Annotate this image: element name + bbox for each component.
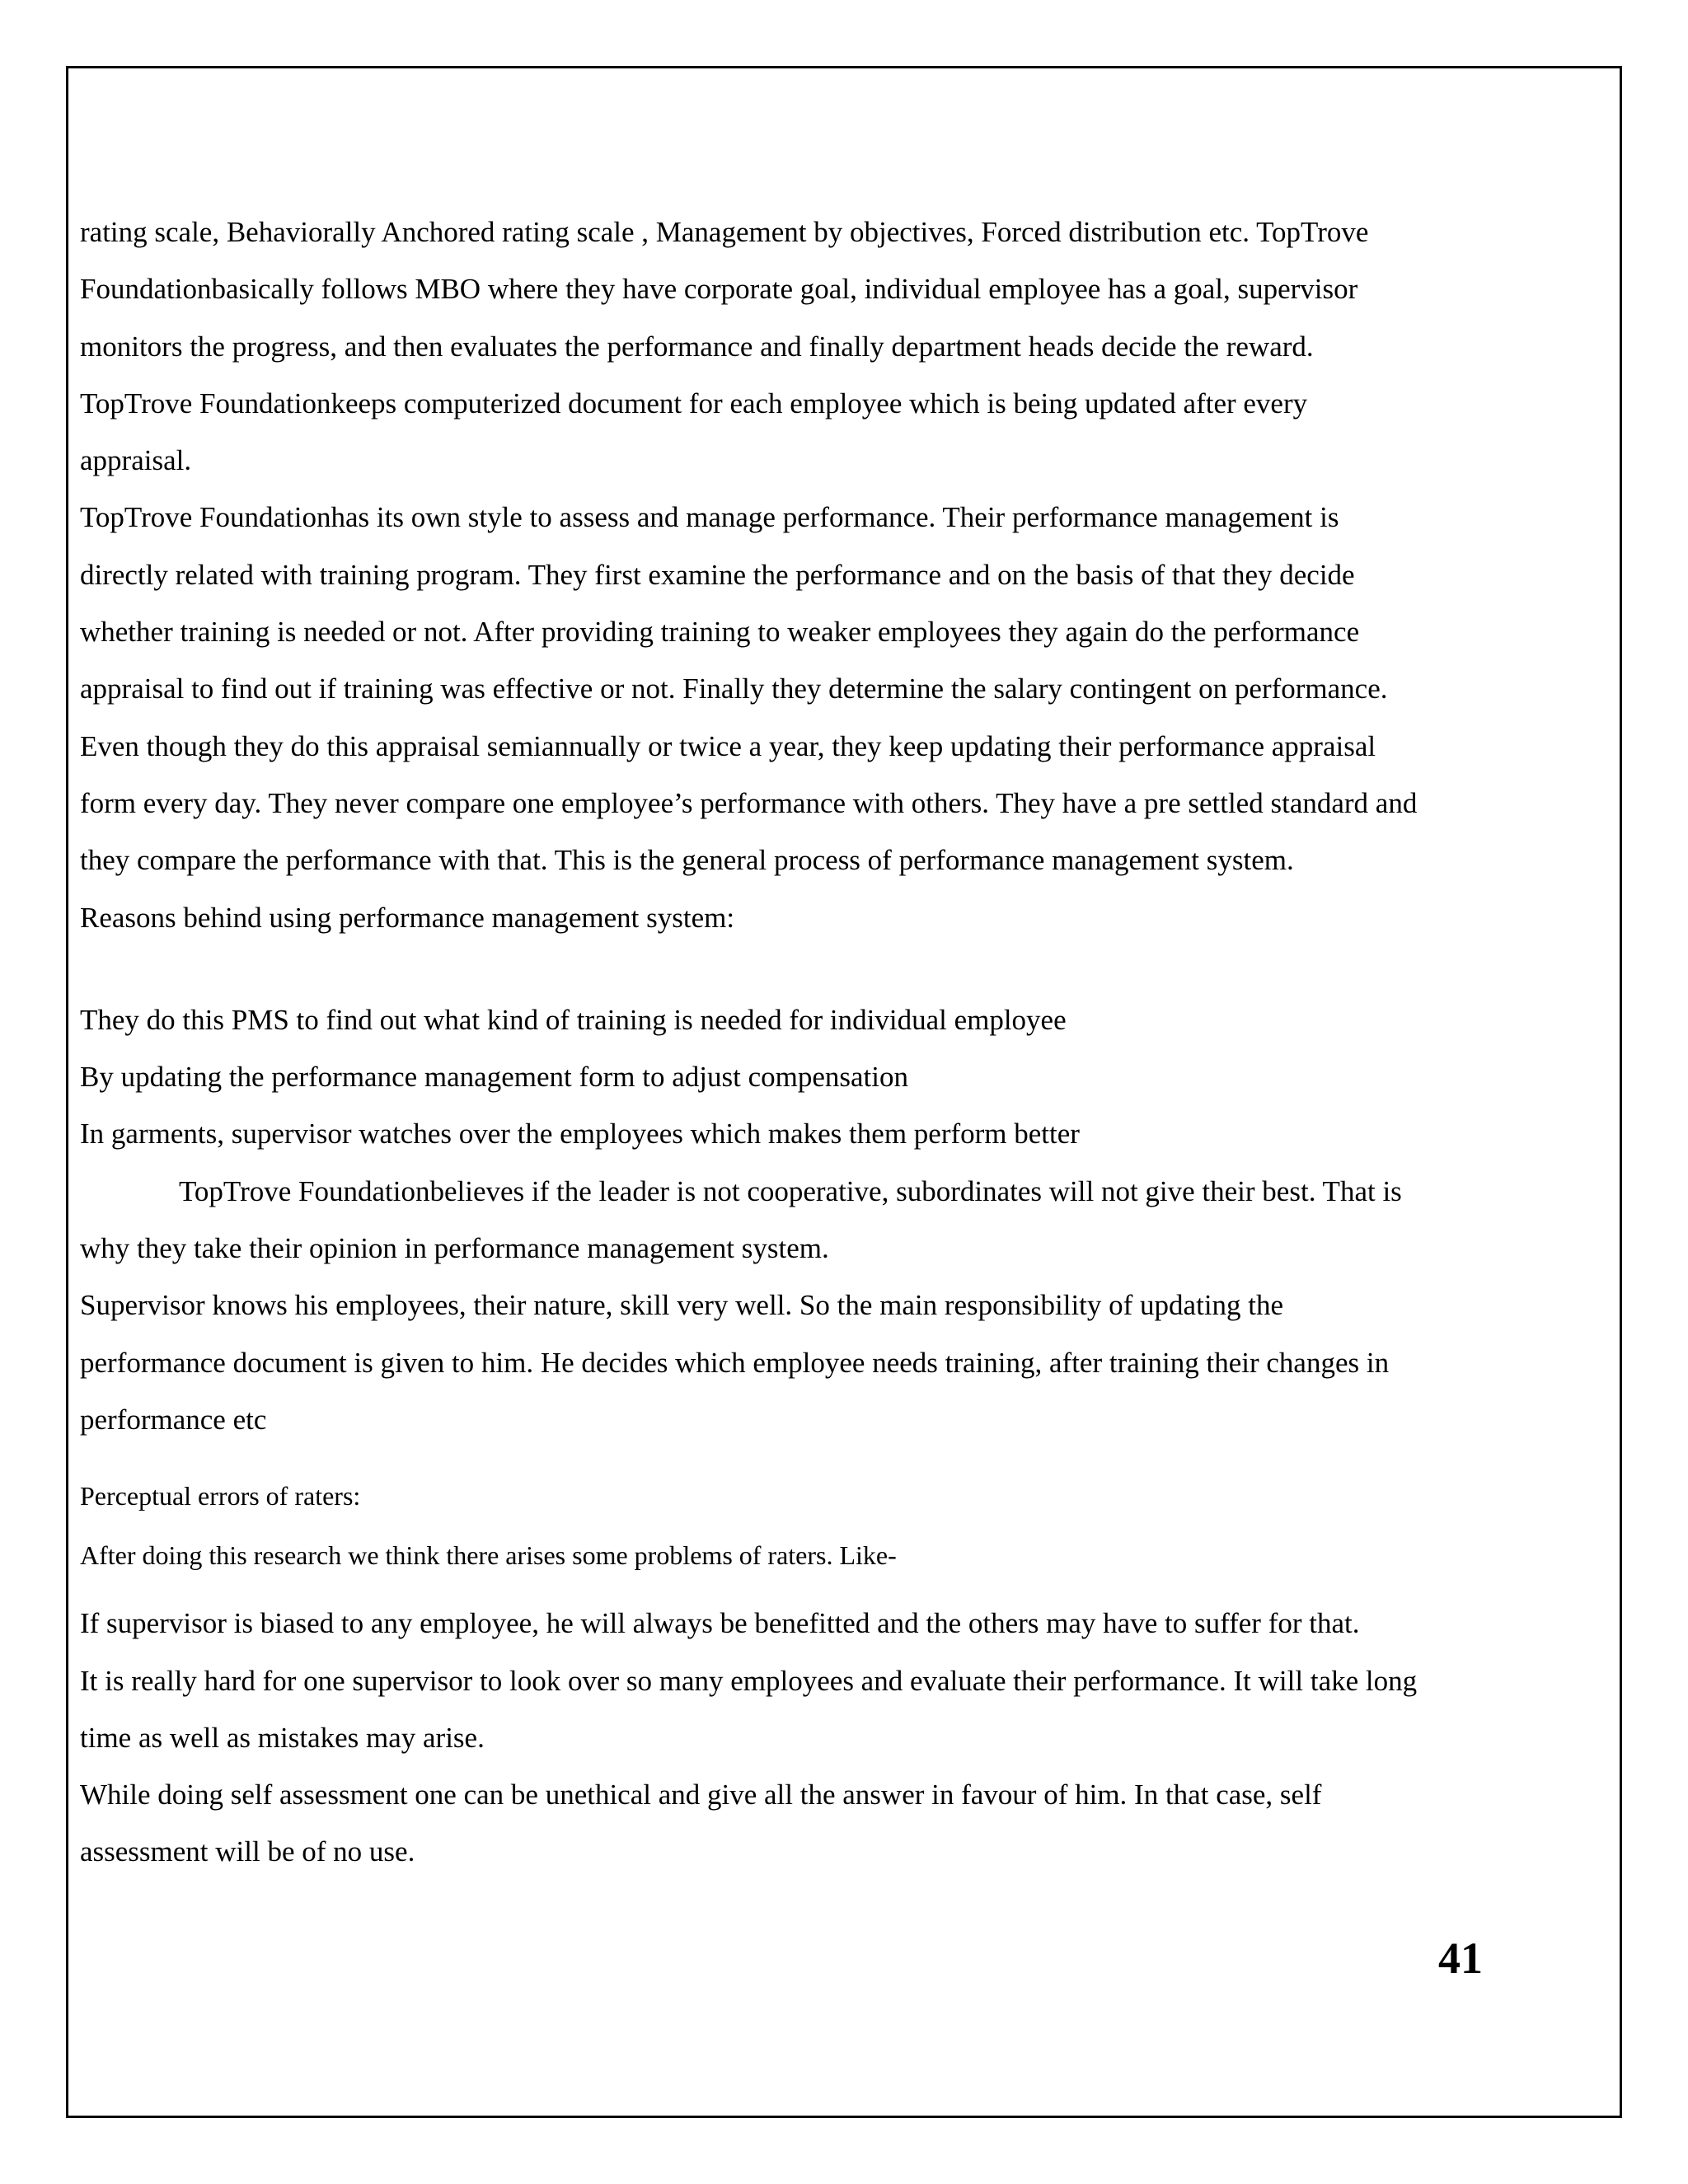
reason-item: They do this PMS to find out what kind of training is needed for individual employee — [80, 1003, 1067, 1036]
error-line: It is really hard for one supervisor to look over so many employees and evaluate their performance. It will take long — [80, 1664, 1418, 1697]
error-line: While doing self assessment one can be unethical and give all the answer in favour of him. In that case, self — [80, 1779, 1322, 1811]
spacer — [80, 1512, 1621, 1539]
body-line: form every day. They never compare one employee’s performance with others. They have a pre settled standard and — [80, 786, 1418, 819]
supervisor-line: performance document is given to him. He decides which employee needs training, after training their changes in — [80, 1346, 1390, 1379]
body-line: they compare the performance with that. This is the general process of performance management system. — [80, 844, 1294, 877]
spacer — [80, 946, 1621, 991]
error-line: assessment will be of no use. — [80, 1835, 415, 1868]
body-line: whether training is needed or not. After providing training to weaker employees they again do the performance — [80, 616, 1360, 649]
body-line: TopTrove Foundationhas its own style to assess and manage performance. Their performance management is — [80, 501, 1339, 534]
reason-item: By updating the performance management form to adjust compensation — [80, 1061, 908, 1094]
body-line: monitors the progress, and then evaluates the performance and finally department heads decide the reward. — [80, 330, 1314, 363]
errors-intro: After doing this research we think there arises some problems of raters. Like- — [80, 1540, 897, 1571]
belief-line: TopTrove Foundationbelieves if the leader is not cooperative, subordinates will not give their best. That is — [179, 1174, 1402, 1207]
body-line: Even though they do this appraisal semiannually or twice a year, they keep updating their performance appraisal — [80, 729, 1376, 762]
page-body — [80, 204, 1621, 1881]
supervisor-line: Supervisor knows his employees, their nature, skill very well. So the main responsibility of updating the — [80, 1289, 1284, 1322]
supervisor-line: performance etc — [80, 1403, 267, 1436]
spacer — [80, 1572, 1621, 1595]
errors-heading: Perceptual errors of raters: — [80, 1481, 361, 1511]
error-line: time as well as mistakes may arise. — [80, 1721, 485, 1754]
reason-item: In garments, supervisor watches over the employees which makes them perform better — [80, 1118, 1080, 1151]
body-line: directly related with training program. They first examine the performance and on the basis of that they decide — [80, 558, 1355, 591]
body-line: TopTrove Foundationkeeps computerized document for each employee which is being updated after every — [80, 387, 1308, 419]
body-line: appraisal to find out if training was effective or not. Finally they determine the salary contingent on performance. — [80, 673, 1388, 705]
page-number: 41 — [1438, 1933, 1483, 1983]
spacer — [80, 1448, 1621, 1479]
body-line: Foundationbasically follows MBO where they have corporate goal, individual employee has a goal, supervisor — [80, 273, 1358, 306]
error-line: If supervisor is biased to any employee, he will always be benefitted and the others may have to suffer for that. — [80, 1607, 1360, 1640]
body-line: appraisal. — [80, 444, 192, 477]
belief-line: why they take their opinion in performance management system. — [80, 1232, 829, 1265]
reasons-heading: Reasons behind using performance management system: — [80, 901, 735, 934]
body-line: rating scale, Behaviorally Anchored rating scale , Management by objectives, Forced distribution etc. TopTrove — [80, 216, 1369, 248]
